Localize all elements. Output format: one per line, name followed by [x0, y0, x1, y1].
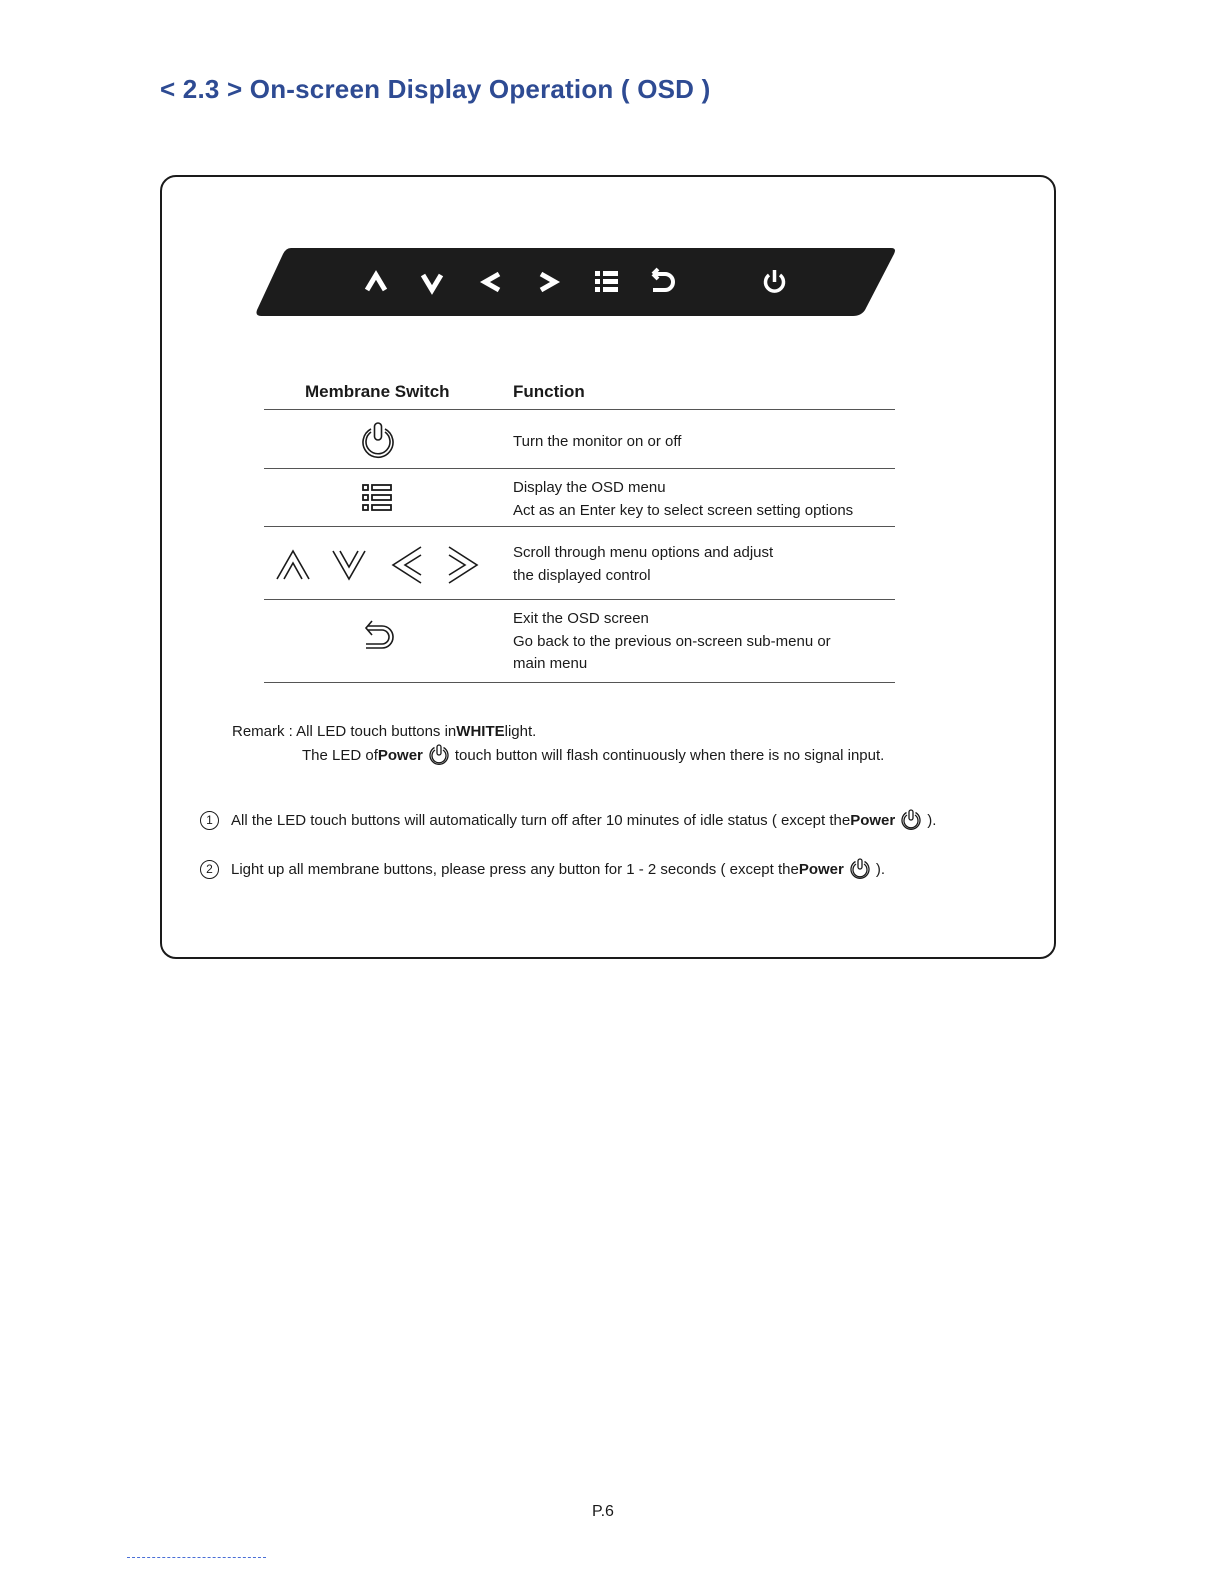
up-outline-icon [277, 551, 309, 579]
note-power: Power [850, 811, 896, 829]
menu-icon [360, 480, 396, 516]
power-icon [850, 858, 870, 880]
menu-icon[interactable] [595, 271, 618, 292]
function-line: Scroll through menu options and adjust [513, 544, 774, 561]
power-icon [360, 421, 396, 459]
function-line: Act as an Enter key to select screen setting options [513, 501, 854, 519]
note-number: 1 [200, 811, 219, 830]
function-line: main menu [513, 655, 588, 672]
note-power: Power [798, 860, 844, 878]
table-row [264, 410, 895, 469]
switch-cell [264, 614, 492, 658]
table-row [264, 527, 895, 600]
function-line: Turn the monitor on or off [513, 433, 682, 450]
function-cell [513, 542, 773, 587]
remark-text: Remark : All LED touch buttons in [232, 723, 457, 740]
page-number: P.6 [592, 1503, 614, 1520]
power-icon [429, 744, 449, 766]
remark-power: Power [377, 746, 423, 764]
function-table [264, 376, 895, 683]
footer-rule [127, 1557, 266, 1558]
page-title: < 2.3 > On-screen Display Operation ( OSD ) [160, 74, 711, 104]
right-outline-icon [449, 547, 477, 583]
table-row [264, 469, 895, 527]
note-1 [200, 809, 936, 831]
back-icon [356, 616, 400, 656]
note-number: 2 [200, 860, 219, 879]
switch-cell [264, 418, 492, 462]
remark-line-1 [232, 723, 536, 740]
function-cell [513, 477, 853, 522]
function-line: Go back to the previous on-screen sub-menu or [513, 632, 831, 650]
col-switch-header: Membrane Switch [305, 382, 450, 401]
note-2 [200, 858, 885, 880]
function-cell [513, 608, 831, 676]
control-bar [255, 246, 897, 318]
remark-text-end: light. [504, 723, 537, 740]
remark-line-2 [302, 744, 884, 766]
function-line: the displayed control [513, 566, 651, 584]
switch-cell [264, 477, 492, 519]
remark-led-text: The LED of [302, 746, 378, 764]
col-function-header: Function [513, 382, 585, 401]
function-line: Display the OSD menu [513, 479, 666, 496]
note-text: All the LED touch buttons will automatically turn off after 10 minutes of idle status ( except the [231, 811, 851, 829]
left-outline-icon [393, 547, 421, 583]
remark-white: WHITE [456, 723, 505, 740]
note-end: ). [875, 860, 886, 878]
table-row [264, 600, 895, 683]
switch-cell [264, 541, 492, 585]
function-line: Exit the OSD screen [513, 610, 649, 627]
note-end: ). [927, 811, 937, 829]
remark-led-text-end: touch button will flash continuously when there is no signal input. [454, 746, 885, 764]
down-outline-icon [333, 551, 365, 579]
table-header [264, 376, 895, 410]
arrow-icons [273, 541, 483, 585]
function-cell [513, 431, 681, 454]
power-icon [901, 809, 921, 831]
note-text: Light up all membrane buttons, please press any button for 1 - 2 seconds ( except the [231, 860, 799, 878]
